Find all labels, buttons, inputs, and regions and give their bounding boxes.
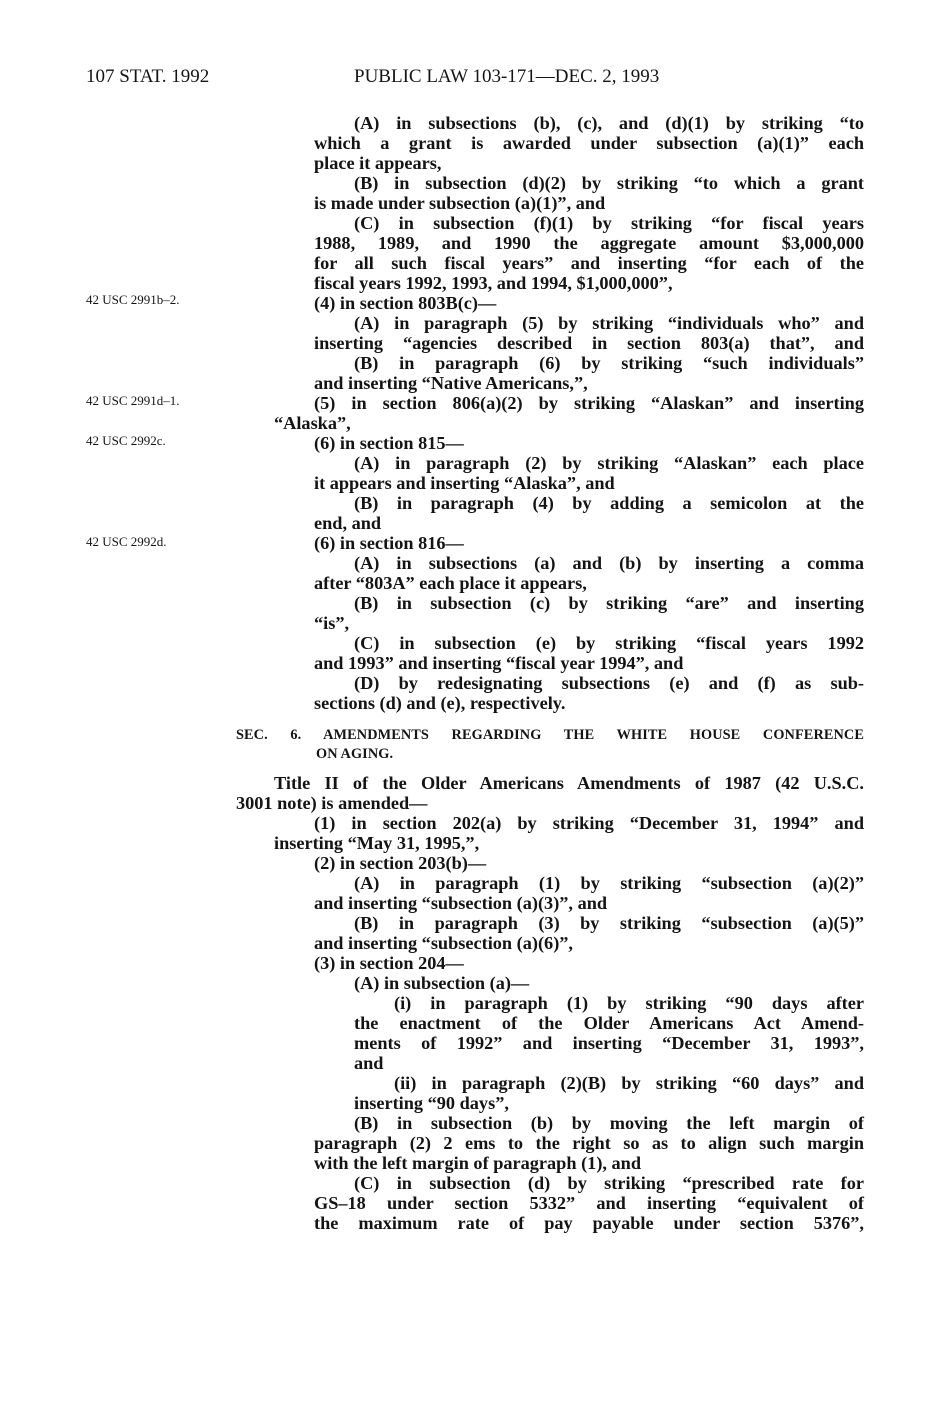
text-line: Title II of the Older Americans Amendments of 1987 (42 U.S.C. xyxy=(274,773,864,793)
text-line: (A) in subsection (a)— xyxy=(354,973,530,993)
text-line: (B) in subsection (d)(2) by striking “to which a grant xyxy=(354,173,864,193)
text-line: (A) in paragraph (5) by striking “individuals who” and xyxy=(354,313,864,333)
text-line: is made under subsection (a)(1)”, and xyxy=(314,193,606,213)
text-line: (A) in paragraph (1) by striking “subsection (a)(2)” xyxy=(354,873,864,893)
public-law-heading: PUBLIC LAW 103-171—DEC. 2, 1993 xyxy=(354,66,660,87)
text-line: inserting “agencies described in section 803(a) that”, and xyxy=(314,333,864,353)
text-line: (ii) in paragraph (2)(B) by striking “60 days” and xyxy=(394,1073,864,1093)
text-line: (6) in section 815— xyxy=(314,433,464,453)
text-line: the enactment of the Older Americans Act Amend- xyxy=(354,1013,864,1033)
text-line: (B) in paragraph (6) by striking “such individuals” xyxy=(354,353,864,373)
text-line: with the left margin of paragraph (1), and xyxy=(314,1153,642,1173)
margin-note: 42 USC 2991b–2. xyxy=(86,292,180,307)
text-line: which a grant is awarded under subsection (a)(1)” each xyxy=(314,133,864,153)
text-line: (5) in section 806(a)(2) by striking “Alaskan” and inserting xyxy=(314,393,864,413)
margin-note: 42 USC 2992d. xyxy=(86,534,167,549)
text-line: the maximum rate of pay payable under section 5376”, xyxy=(314,1213,864,1233)
text-line: fiscal years 1992, 1993, and 1994, $1,000,000”, xyxy=(314,273,673,293)
text-line: end, and xyxy=(314,513,382,533)
text-line: (B) in paragraph (3) by striking “subsection (a)(5)” xyxy=(354,913,864,933)
text-line: (C) in subsection (f)(1) by striking “for fiscal years xyxy=(354,213,864,233)
text-line: (i) in paragraph (1) by striking “90 days after xyxy=(394,993,864,1013)
text-line: after “803A” each place it appears, xyxy=(314,573,587,593)
text-line: GS–18 under section 5332” and inserting “equivalent of xyxy=(314,1193,864,1213)
text-line: (D) by redesignating subsections (e) and (f) as sub- xyxy=(354,673,864,693)
text-line: “is”, xyxy=(314,613,350,633)
text-line: “Alaska”, xyxy=(274,413,351,433)
text-line: (3) in section 204— xyxy=(314,953,464,973)
text-line: it appears and inserting “Alaska”, and xyxy=(314,473,615,493)
section-heading: SEC. 6. AMENDMENTS REGARDING THE WHITE HOUSE CONFERENCE xyxy=(236,727,864,743)
statute-page-number: 107 STAT. 1992 xyxy=(86,66,210,87)
text-line: (6) in section 816— xyxy=(314,533,464,553)
text-line: (C) in subsection (d) by striking “prescribed rate for xyxy=(354,1173,864,1193)
text-line: inserting “May 31, 1995,”, xyxy=(274,833,480,853)
text-line: for all such fiscal years” and inserting “for each of the xyxy=(314,253,864,273)
text-line: (A) in subsections (a) and (b) by inserting a comma xyxy=(354,553,864,573)
text-line: (B) in subsection (b) by moving the left margin of xyxy=(354,1113,864,1133)
text-line: (A) in subsections (b), (c), and (d)(1) by striking “to xyxy=(354,113,864,133)
text-line: and inserting “subsection (a)(3)”, and xyxy=(314,893,608,913)
text-line: (B) in subsection (c) by striking “are” and inserting xyxy=(354,593,864,613)
text-line: and inserting “subsection (a)(6)”, xyxy=(314,933,573,953)
text-line: and 1993” and inserting “fiscal year 1994”, and xyxy=(314,653,684,673)
text-line: (2) in section 203(b)— xyxy=(314,853,487,873)
text-line: (1) in section 202(a) by striking “December 31, 1994” and xyxy=(314,813,864,833)
text-line: 1988, 1989, and 1990 the aggregate amount $3,000,000 xyxy=(314,233,864,253)
text-line: sections (d) and (e), respectively. xyxy=(314,693,566,713)
text-line: place it appears, xyxy=(314,153,442,173)
text-line: and xyxy=(354,1053,384,1073)
text-line: (C) in subsection (e) by striking “fiscal years 1992 xyxy=(354,633,864,653)
margin-note: 42 USC 2992c. xyxy=(86,433,166,448)
text-line: 3001 note) is amended— xyxy=(236,793,428,813)
text-line: (A) in paragraph (2) by striking “Alaskan” each place xyxy=(354,453,864,473)
text-line: and inserting “Native Americans,”, xyxy=(314,373,588,393)
margin-note: 42 USC 2991d–1. xyxy=(86,393,180,408)
text-line: ments of 1992” and inserting “December 31, 1993”, xyxy=(354,1033,864,1053)
text-line: paragraph (2) 2 ems to the right so as to align such margin xyxy=(314,1133,864,1153)
text-line: (4) in section 803B(c)— xyxy=(314,293,497,313)
section-heading-cont: ON AGING. xyxy=(316,746,394,762)
text-line: inserting “90 days”, xyxy=(354,1093,509,1113)
text-line: (B) in paragraph (4) by adding a semicolon at the xyxy=(354,493,864,513)
